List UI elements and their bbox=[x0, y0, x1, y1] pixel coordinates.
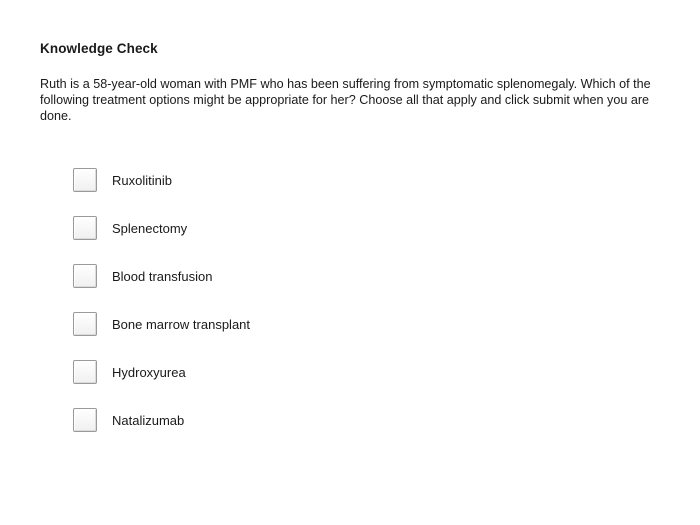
option-label[interactable]: Hydroxyurea bbox=[112, 364, 186, 380]
option-bone-marrow-transplant[interactable] bbox=[73, 310, 250, 338]
page-title: Knowledge Check bbox=[40, 41, 158, 56]
option-label[interactable]: Blood transfusion bbox=[112, 268, 213, 284]
option-label[interactable]: Splenectomy bbox=[112, 220, 188, 236]
answer-options-list bbox=[73, 166, 250, 454]
option-checkbox[interactable] bbox=[73, 312, 97, 336]
option-checkbox[interactable] bbox=[73, 360, 97, 384]
option-label[interactable]: Bone marrow transplant bbox=[112, 316, 251, 332]
option-checkbox[interactable] bbox=[73, 264, 97, 288]
option-checkbox[interactable] bbox=[73, 168, 97, 192]
option-checkbox[interactable] bbox=[73, 216, 97, 240]
question-text: Ruth is a 58-year-old woman with PMF who has been suffering from symptomatic splenomegaly. Which of the following treatment options might be appropriate for her? Choose all that apply and click submit when you are done. bbox=[40, 77, 651, 123]
option-label[interactable]: Ruxolitinib bbox=[112, 172, 172, 188]
option-hydroxyurea[interactable] bbox=[73, 358, 250, 386]
option-natalizumab[interactable] bbox=[73, 406, 250, 434]
option-ruxolitinib[interactable] bbox=[73, 166, 250, 194]
option-splenectomy[interactable] bbox=[73, 214, 250, 242]
option-checkbox[interactable] bbox=[73, 408, 97, 432]
option-label[interactable]: Natalizumab bbox=[112, 412, 185, 428]
option-blood-transfusion[interactable] bbox=[73, 262, 250, 290]
